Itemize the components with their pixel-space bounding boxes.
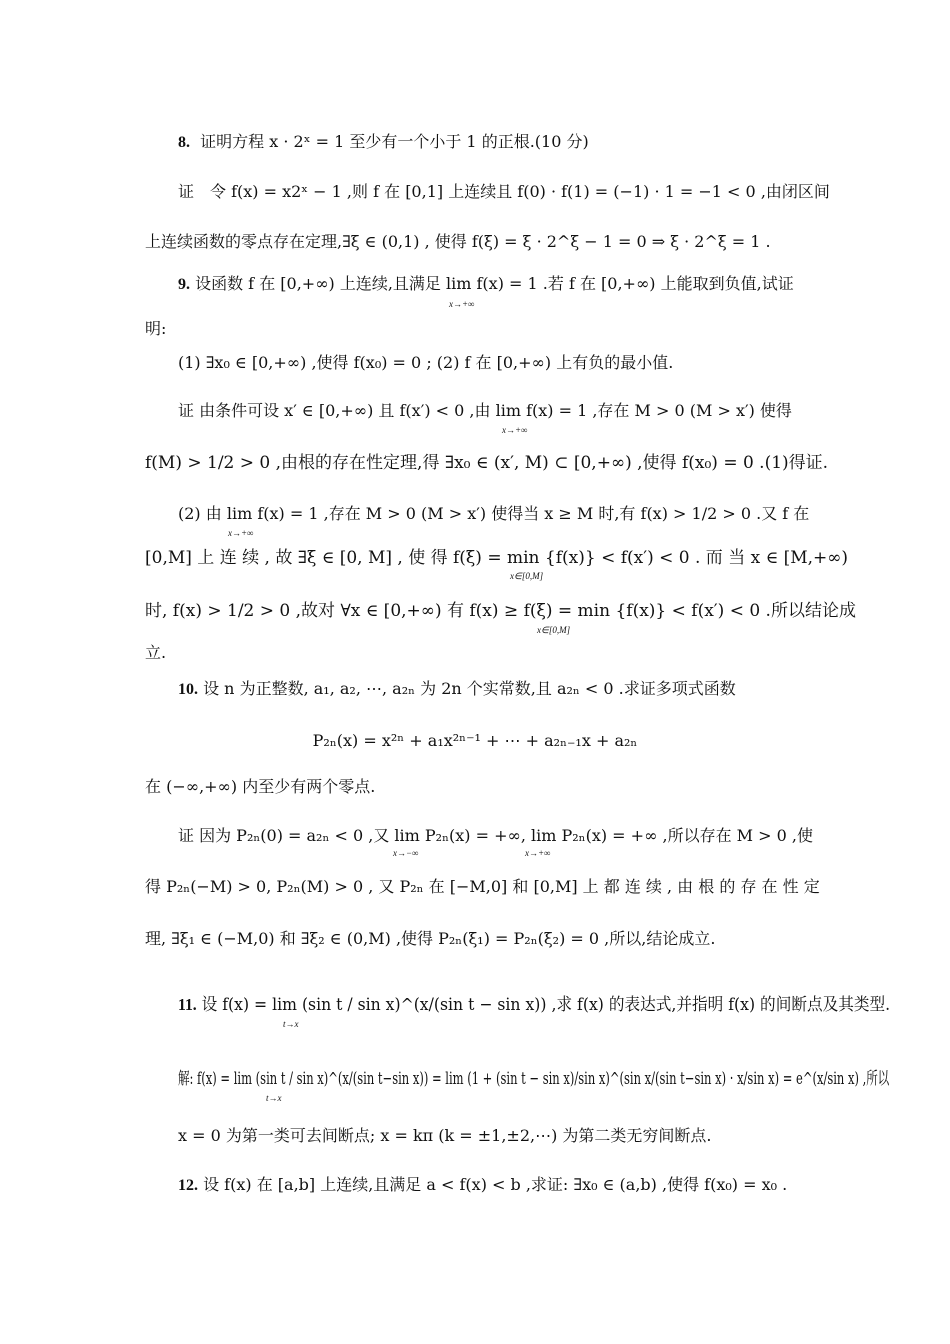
limit-subscript: x→−∞	[393, 848, 419, 858]
problem-9-proof-line-3: (2) 由 lim f(x) = 1 ,存在 M > 0 (M > x′) 使得当 x ≥ M 时,有 f(x) > 1/2 > 0 .又 f 在	[178, 504, 810, 523]
problem-11-solution: 解: f(x) = lim (sin t / sin x)^(x/(sin t−sin x)) = lim (1 + (sin t − sin x)/sin x)^(sin x/(sin t−sin x) · x/sin x) = e^(x/sin x) ,所以	[178, 1069, 890, 1089]
min-subscript: x∈[0,M]	[510, 571, 544, 581]
limit-subscript: x→+∞	[228, 528, 254, 538]
problem-number: 11.	[178, 995, 197, 1014]
limit-subscript: x→+∞	[525, 848, 551, 858]
problem-9-proof-line-2: f(M) > 1/2 > 0 ,由根的存在性定理,得 ∃x₀ ∈ (x′, M) ⊂ [0,+∞) ,使得 f(x₀) = 0 .(1)得证.	[145, 453, 829, 473]
problem-8-statement	[178, 131, 589, 154]
problem-text: 设函数 f 在 [0,+∞) 上连续,且满足 lim f(x) = 1 .若 f 在 [0,+∞) 上能取到负值,试证	[195, 274, 794, 293]
problem-8-proof-line-2: 上连续函数的零点存在定理,∃ξ ∈ (0,1) , 使得 f(ξ) = ξ · 2^ξ − 1 = 0 ⇒ ξ · 2^ξ = 1 .	[145, 232, 771, 251]
problem-text: 设 n 为正整数, a₁, a₂, ⋯, a₂ₙ 为 2n 个实常数,且 a₂ₙ < 0 .求证多项式函数	[203, 679, 736, 698]
problem-10-proof-line-3: 理, ∃ξ₁ ∈ (−M,0) 和 ∃ξ₂ ∈ (0,M) ,使得 P₂ₙ(ξ₁) = P₂ₙ(ξ₂) = 0 ,所以,结论成立.	[145, 929, 716, 948]
problem-11-conclusion: x = 0 为第一类可去间断点; x = kπ (k = ±1,±2,⋯) 为第二类无穷间断点.	[178, 1126, 712, 1145]
problem-12-statement	[178, 1174, 787, 1197]
polynomial-formula: P₂ₙ(x) = x²ⁿ + a₁x²ⁿ⁻¹ + ⋯ + a₂ₙ₋₁x + a₂ₙ	[312, 731, 638, 750]
limit-subscript: t→x	[266, 1093, 282, 1103]
problem-11-statement	[178, 994, 890, 1016]
problem-10-proof-line-1: 证 因为 P₂ₙ(0) = a₂ₙ < 0 ,又 lim P₂ₙ(x) = +∞, lim P₂ₙ(x) = +∞ ,所以存在 M > 0 ,使	[178, 826, 813, 845]
problem-number: 12.	[178, 1177, 198, 1194]
problem-10-statement	[178, 678, 736, 701]
min-subscript: x∈[0,M]	[537, 625, 571, 635]
problem-number: 10.	[178, 681, 198, 698]
problem-9-statement-line-1: 9. 设函数 f 在 [0,+∞) 上连续,且满足 lim f(x) = 1 .若 f 在 [0,+∞) 上能取到负值,试证	[178, 274, 794, 293]
problem-9-statement-line-2: 明:	[145, 319, 167, 338]
problem-9-proof-line-5: 时, f(x) > 1/2 > 0 ,故对 ∀x ∈ [0,+∞) 有 f(x) ≥ f(ξ) = min {f(x)} < f(x′) < 0 .所以结论成	[145, 601, 856, 621]
problem-9-proof-line-4: [0,M] 上 连 续 , 故 ∃ξ ∈ [0, M] , 使 得 f(ξ) = min {f(x)} < f(x′) < 0 . 而 当 x ∈ [M,+∞)	[145, 548, 849, 568]
problem-8-proof-line-1: 证 令 f(x) = x2ˣ − 1 ,则 f 在 [0,1] 上连续且 f(0) · f(1) = (−1) · 1 = −1 < 0 ,由闭区间	[178, 182, 830, 201]
limit-subscript: t→x	[283, 1019, 299, 1029]
problem-text: 设 f(x) 在 [a,b] 上连续,且满足 a < f(x) < b ,求证: ∃x₀ ∈ (a,b) ,使得 f(x₀) = x₀ .	[203, 1175, 788, 1194]
problem-9-proof-line-6: 立.	[145, 643, 167, 662]
problem-text: 设 f(x) = lim (sin t / sin x)^(x/(sin t − sin x)) ,求 f(x) 的表达式,并指明 f(x) 的间断点及其类型.	[201, 995, 891, 1015]
problem-10-proof-line-2: 得 P₂ₙ(−M) > 0, P₂ₙ(M) > 0 , 又 P₂ₙ 在 [−M,0] 和 [0,M] 上 都 连 续 , 由 根 的 存 在 性 定	[145, 877, 820, 896]
limit-subscript: x→+∞	[502, 425, 528, 435]
problem-10-tail: 在 (−∞,+∞) 内至少有两个零点.	[145, 777, 376, 796]
problem-number: 8.	[178, 134, 190, 151]
problem-9-proof-line-1: 证 由条件可设 x′ ∈ [0,+∞) 且 f(x′) < 0 ,由 lim f(x) = 1 ,存在 M > 0 (M > x′) 使得	[178, 401, 792, 420]
limit-subscript: x→+∞	[449, 299, 475, 309]
problem-9-parts: (1) ∃x₀ ∈ [0,+∞) ,使得 f(x₀) = 0 ; (2) f 在 [0,+∞) 上有负的最小值.	[178, 353, 674, 372]
problem-text: 证明方程 x · 2ˣ = 1 至少有一个小于 1 的正根.(10 分)	[200, 132, 589, 151]
